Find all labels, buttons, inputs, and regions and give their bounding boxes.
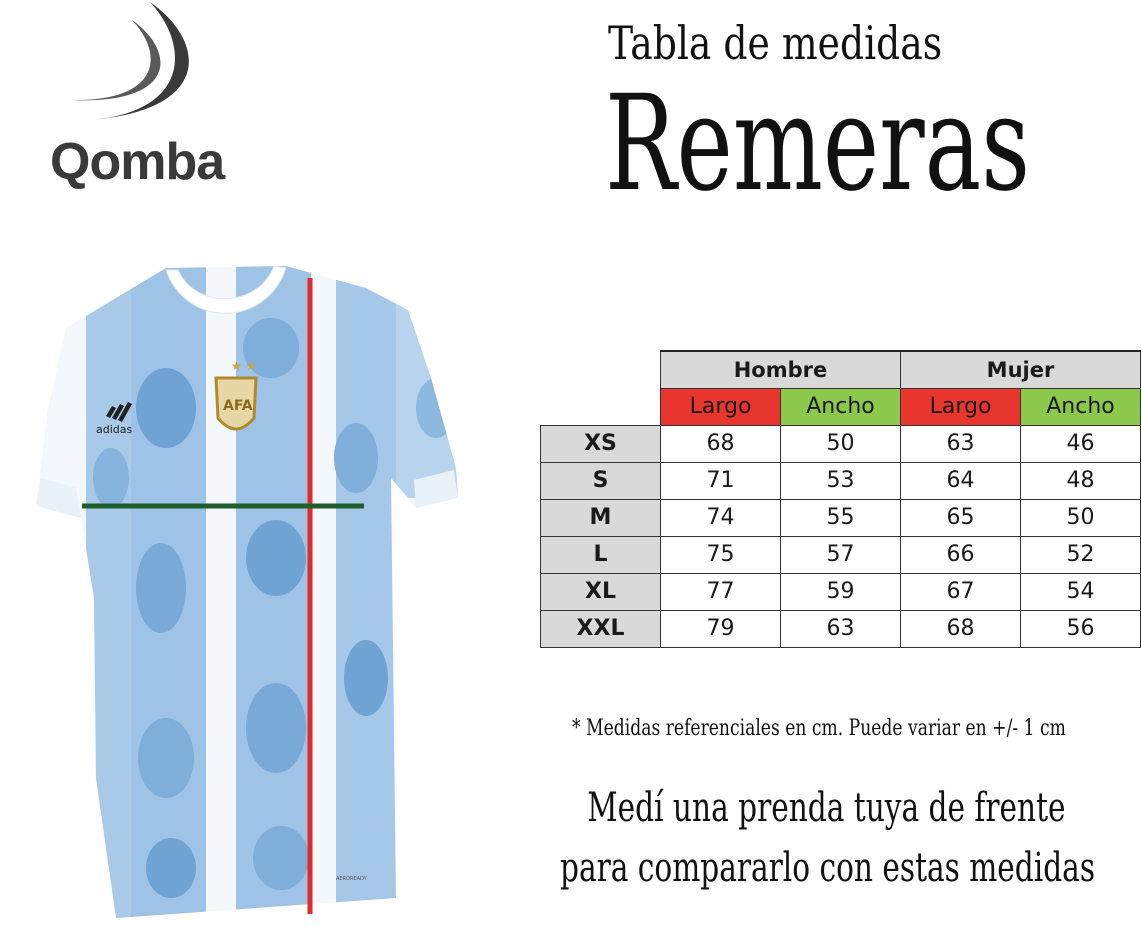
table-cell: 66 [901,536,1021,573]
size-label: XS [541,425,661,462]
size-label: S [541,462,661,499]
table-corner [541,351,661,388]
table-cell: 68 [661,425,781,462]
shirt-illustration [36,258,466,923]
group-header-mujer: Mujer [901,351,1141,388]
instruction-line-2: para compararlo con estas medidas [560,845,1096,891]
table-cell: 75 [661,536,781,573]
brand-logo [40,0,270,200]
subheader-largo: Largo [901,388,1021,425]
subheader-largo: Largo [661,388,781,425]
measurement-note: * Medidas referenciales en cm. Puede variar en +/- 1 cm [572,716,1066,741]
table-cell: 50 [781,425,901,462]
table-cell: 57 [781,536,901,573]
table-cell: 54 [1021,573,1141,610]
group-header-hombre: Hombre [661,351,901,388]
subheader-ancho: Ancho [781,388,901,425]
table-cell: 71 [661,462,781,499]
table-cell: 59 [781,573,901,610]
crescent-logo-icon [40,0,270,140]
table-cell: 74 [661,499,781,536]
svg-text:AFA: AFA [223,398,253,414]
table-cell: 79 [661,610,781,647]
table-cell: 64 [901,462,1021,499]
table-corner [541,388,661,425]
svg-text:★ ★: ★ ★ [231,359,257,373]
table-cell: 50 [1021,499,1141,536]
table-cell: 55 [781,499,901,536]
table-row [541,536,1141,573]
subheader-ancho: Ancho [1021,388,1141,425]
table-cell: 65 [901,499,1021,536]
table-row [541,499,1141,536]
page-title: Remeras [605,67,1031,221]
size-label: XL [541,573,661,610]
instruction-line-1: Medí una prenda tuya de frente [587,785,1066,831]
table-cell: 68 [901,610,1021,647]
table-cell: 67 [901,573,1021,610]
svg-text:adidas: adidas [96,423,133,436]
brand-name: Qomba [50,133,225,191]
size-label: L [541,536,661,573]
table-row [541,462,1141,499]
size-label: M [541,499,661,536]
table-cell: 63 [781,610,901,647]
table-cell: 77 [661,573,781,610]
shirt-tag: AEROREADY [336,876,367,882]
table-cell: 46 [1021,425,1141,462]
table-cell: 48 [1021,462,1141,499]
table-row [541,610,1141,647]
page-subtitle: Tabla de medidas [608,16,943,70]
size-label: XXL [541,610,661,647]
table-row [541,573,1141,610]
size-table [540,350,1141,648]
table-row [541,425,1141,462]
measure-instructions [560,778,1096,898]
table-cell: 52 [1021,536,1141,573]
table-cell: 56 [1021,610,1141,647]
table-cell: 53 [781,462,901,499]
table-cell: 63 [901,425,1021,462]
